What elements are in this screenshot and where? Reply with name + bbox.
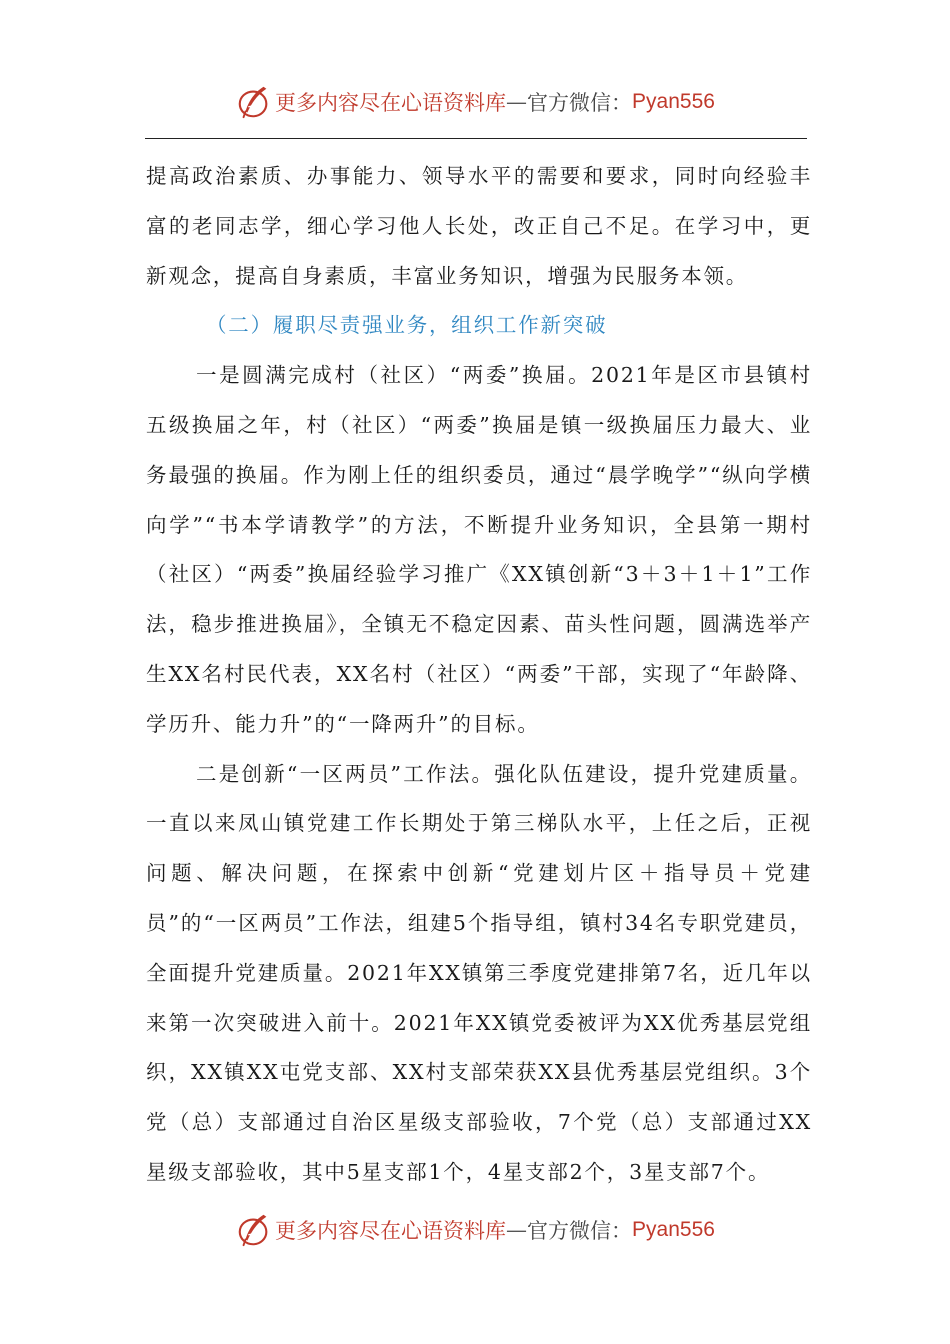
quill-pen-logo-icon xyxy=(235,1211,273,1249)
quill-pen-logo-icon xyxy=(235,83,273,121)
document-body xyxy=(146,152,812,1198)
wechat-label: 官方微信： xyxy=(527,1219,633,1243)
wechat-id: Pyan556 xyxy=(632,1218,715,1241)
paragraph-3: 二是创新“一区两员”工作法。强化队伍建设，提升党建质量。一直以来凤山镇党建工作长期处于第三梯队水平，上任之后，正视问题、解决问题，在探索中创新“党建划片区＋指导员＋党建员”的“一区两员”工作法，组建5个指导组，镇村34名专职党建员，全面提升党建质量。2021年XX镇第三季度党建排第7名，近几年以来第一次突破进入前十。2021年XX镇党委被评为XX优秀基层党组织，XX镇XX屯党支部、XX村支部荣获XX县优秀基层党组织。3个党（总）支部通过自治区星级支部验收，7个党（总）支部通过XX星级支部验收，其中5星支部1个，4星支部2个，3星支部7个。 xyxy=(146,761,812,1184)
footer-banner xyxy=(0,1208,950,1252)
banner-text: 更多内容尽在心语资料库 xyxy=(275,91,507,115)
paragraph-2: 一是圆满完成村（社区）“两委”换届。2021年是区市县镇村五级换届之年，村（社区）“两委”换届是镇一级换届压力最大、业务最强的换届。作为刚上任的组织委员，通过“晨学晚学”“纵向学横向学”“书本学请教学”的方法，不断提升业务知识，全县第一期村（社区）“两委”换届经验学习推广《XX镇创新“3＋3＋1＋1”工作法，稳步推进换届》，全镇无不稳定因素、苗头性问题，圆满选举产生XX名村民代表，XX名村（社区）“两委”干部，实现了“年龄降、学历升、能力升”的“一降两升”的目标。 xyxy=(146,363,812,736)
wechat-id: Pyan556 xyxy=(632,90,715,113)
paragraph-1: 提高政治素质、办事能力、领导水平的需要和要求，同时向经验丰富的老同志学，细心学习他人长处，改正自己不足。在学习中，更新观念，提高自身素质，丰富业务知识，增强为民服务本领。 xyxy=(146,164,812,288)
banner-text: 更多内容尽在心语资料库 xyxy=(275,1219,507,1243)
wechat-label: 官方微信： xyxy=(527,91,633,115)
header-divider xyxy=(145,138,807,139)
banner-separator: — xyxy=(506,90,528,114)
section-heading: （二）履职尽责强业务，组织工作新突破 xyxy=(206,313,608,338)
header-banner xyxy=(0,80,950,124)
banner-separator: — xyxy=(506,1218,528,1242)
